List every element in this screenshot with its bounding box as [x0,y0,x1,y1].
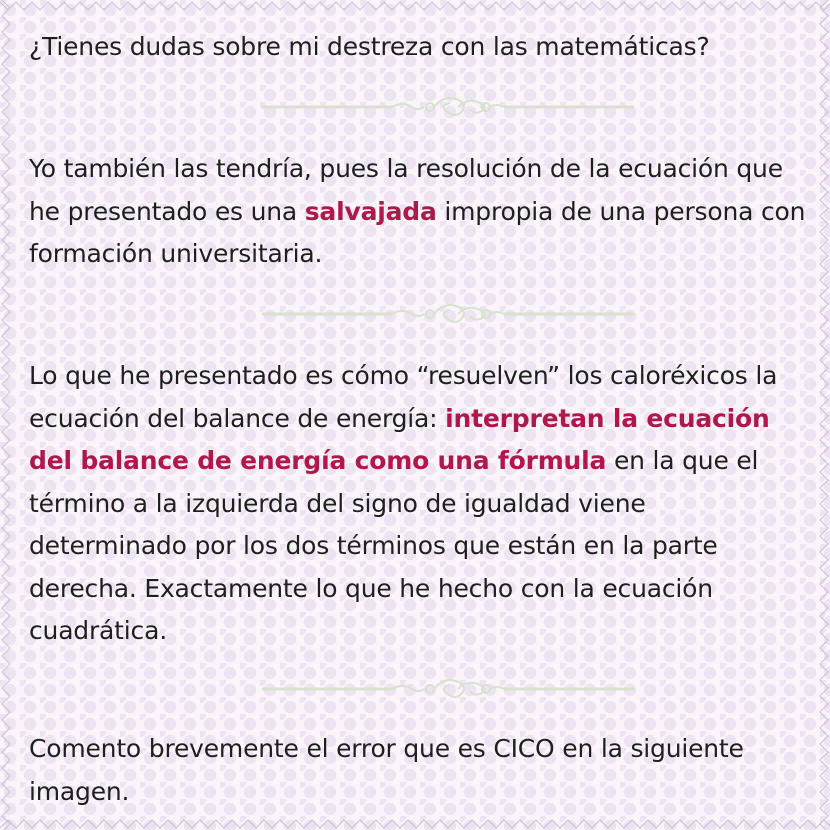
wavy-border-bottom [0,818,830,830]
salvajada-text-before: Yo también las tendría, pues la resolución de la ecuación que he presentado es una [29,154,783,226]
flourish-divider-icon [262,676,634,702]
caloréxicos-paragraph [29,355,809,653]
intro-question-paragraph: ¿Tienes dudas sobre mi destreza con las matemáticas? [29,32,710,61]
flourish-divider-icon [262,94,634,120]
wavy-border-right [818,0,830,830]
wavy-border-left [0,0,12,830]
caloréxicos-text-before: Lo que he presentado es cómo “resuelven” los caloréxicos la ecuación del balance de energía: [29,361,778,433]
wavy-border-top [0,0,830,12]
salvajada-text-after: impropia de una persona con formación universitaria. [29,196,806,268]
flourish-divider-icon [262,301,634,327]
salvajada-highlight: salvajada [304,196,437,226]
caloréxicos-text-after: en la que el término a la izquierda del signo de igualdad viene determinado por los dos términos que están en la parte derecha. Exactamente lo que he hecho con la ecuación cuadrática. [29,446,759,645]
caloréxicos-highlight: interpretan la ecuación del balance de energía como una fórmula [29,403,770,475]
comento-paragraph: Comento brevemente el error que es CICO en la siguiente imagen. [29,734,744,806]
salvajada-paragraph [29,148,809,276]
